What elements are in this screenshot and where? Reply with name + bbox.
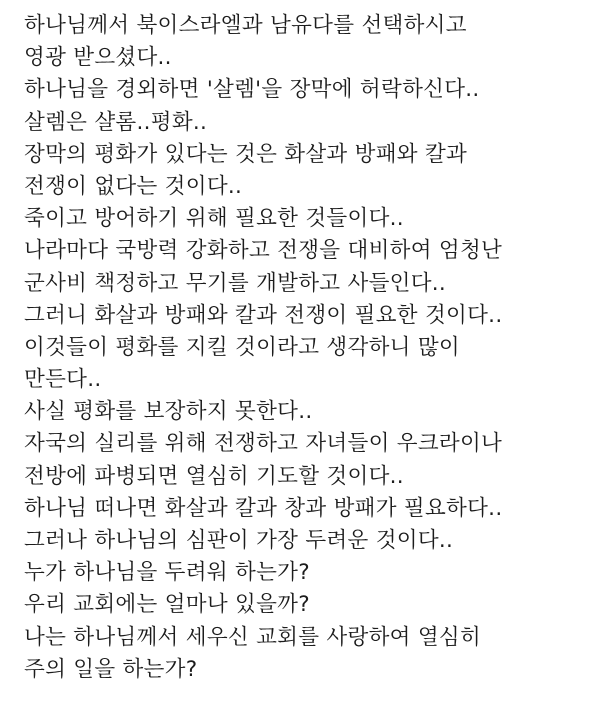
text-line: 그러니 화살과 방패와 칼과 전쟁이 필요한 것이다.. bbox=[24, 302, 503, 328]
text-line: 나는 하나님께서 세우신 교회를 사랑하여 열심히 bbox=[24, 624, 482, 650]
text-line: 죽이고 방어하기 위해 필요한 것들이다.. bbox=[24, 206, 404, 232]
text-line: 살렘은 샬롬..평화.. bbox=[24, 109, 208, 135]
text-line: 군사비 책정하고 무기를 개발하고 사들인다.. bbox=[24, 270, 447, 296]
text-line: 누가 하나님을 두려워 하는가? bbox=[24, 560, 310, 586]
text-line: 전쟁이 없다는 것이다.. bbox=[24, 173, 243, 199]
text-line: 영광 받으셨다.. bbox=[24, 45, 172, 71]
text-line: 주의 일을 하는가? bbox=[24, 656, 198, 682]
text-line: 전방에 파병되면 열심히 기도할 것이다.. bbox=[24, 463, 404, 489]
text-line: 나라마다 국방력 강화하고 전쟁을 대비하여 엄청난 bbox=[24, 238, 503, 264]
text-line: 장막의 평화가 있다는 것은 화살과 방패와 칼과 bbox=[24, 141, 468, 167]
text-line: 만든다.. bbox=[24, 367, 102, 393]
text-line: 하나님 떠나면 화살과 칼과 창과 방패가 필요하다.. bbox=[24, 495, 503, 521]
text-line: 그러나 하나님의 심판이 가장 두려운 것이다.. bbox=[24, 528, 454, 553]
text-lines bbox=[24, 10, 594, 686]
text-line: 하나님을 경외하면 '살렘'을 장막에 허락하신다.. bbox=[24, 77, 480, 103]
text-line: 사실 평화를 보장하지 못한다.. bbox=[24, 399, 313, 425]
text-line: 우리 교회에는 얼마나 있을까? bbox=[24, 592, 310, 618]
text-line: 하나님께서 북이스라엘과 남유다를 선택하시고 bbox=[24, 13, 467, 38]
text-line: 자국의 실리를 위해 전쟁하고 자녀들이 우크라이나 bbox=[24, 431, 503, 457]
text-line: 이것들이 평화를 지킬 것이라고 생각하니 많이 bbox=[24, 334, 460, 360]
